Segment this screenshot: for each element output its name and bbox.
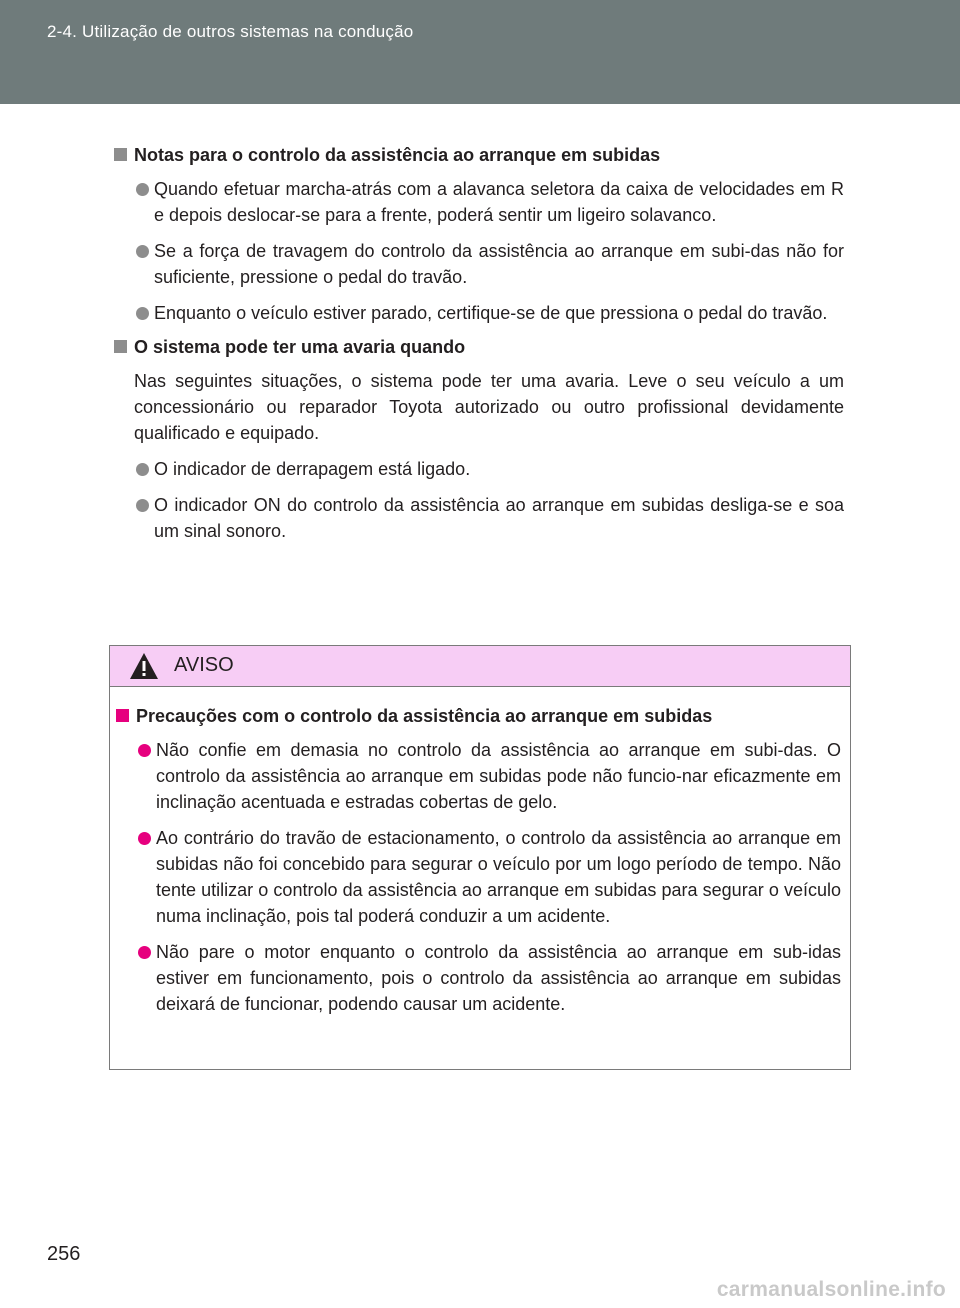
list-item-text: Enquanto o veículo estiver parado, certifique-se de que pressiona o pedal do travão. [154,303,828,323]
list-item [112,176,844,228]
warning-body [114,703,841,1017]
list-item [112,300,844,326]
watermark: carmanualsonline.info [716,1278,946,1301]
circle-bullet-icon [136,499,149,512]
square-bullet-icon [116,709,129,722]
list-item-text: O indicador ON do controlo da assistência ao arranque em subidas desliga-se e soa um sinal sonoro. [154,495,844,541]
circle-bullet-icon [138,832,151,845]
warning-header [110,646,850,687]
section-header-bar [0,0,960,104]
circle-bullet-icon [138,744,151,757]
main-content [112,142,844,544]
warning-box [109,645,851,1070]
square-bullet-icon [114,340,127,353]
malfunction-intro: Nas seguintes situações, o sistema pode ter uma avaria. Leve o seu veículo a um concessionário ou reparador Toyota autorizado ou outro profissional devidamente qualificado e equipado. [134,371,844,443]
notes-heading-text: Notas para o controlo da assistência ao arranque em subidas [134,145,661,165]
square-bullet-icon [114,148,127,161]
notes-heading [112,142,844,168]
list-item [112,492,844,544]
section-title: 2-4. Utilização de outros sistemas na condução [47,22,414,41]
circle-bullet-icon [136,183,149,196]
circle-bullet-icon [136,245,149,258]
malfunction-heading-text: O sistema pode ter uma avaria quando [134,337,466,357]
warning-title: AVISO [174,654,234,676]
list-item-text: Não pare o motor enquanto o controlo da assistência ao arranque em sub-idas estiver em funcionamento, pois o controlo da assistência ao arranque em subidas deixará de funcionar, podendo causar um acidente. [156,942,841,1014]
circle-bullet-icon [136,463,149,476]
circle-bullet-icon [138,946,151,959]
list-item [114,939,841,1017]
malfunction-heading [112,334,844,360]
warning-triangle-icon [128,651,160,681]
list-item-text: Não confie em demasia no controlo da assistência ao arranque em subi-das. O controlo da assistência ao arranque em subidas pode não funcio-nar eficazmente em inclinação acentuada e estradas cobertas de gelo. [156,740,841,812]
list-item-text: Quando efetuar marcha-atrás com a alavanca seletora da caixa de velocidades em R e depois deslocar-se para a frente, poderá sentir um ligeiro solavanco. [154,179,844,225]
list-item [114,737,841,815]
list-item [114,825,841,929]
warning-heading [114,703,841,729]
list-item [112,456,844,482]
page-number: 256 [47,1243,81,1265]
list-item-text: Ao contrário do travão de estacionamento, o controlo da assistência ao arranque em subidas não foi concebido para segurar o veículo por um logo período de tempo. Não tente utilizar o controlo da assistência ao arranque em subidas para segurar o veículo numa inclinação, pois tal poderá conduzir a um acidente. [156,828,841,926]
warning-heading-text: Precauções com o controlo da assistência ao arranque em subidas [136,706,713,726]
list-item [112,238,844,290]
circle-bullet-icon [136,307,149,320]
list-item-text: Se a força de travagem do controlo da assistência ao arranque em subi-das não for suficiente, pressione o pedal do travão. [154,241,844,287]
list-item-text: O indicador de derrapagem está ligado. [154,459,471,479]
